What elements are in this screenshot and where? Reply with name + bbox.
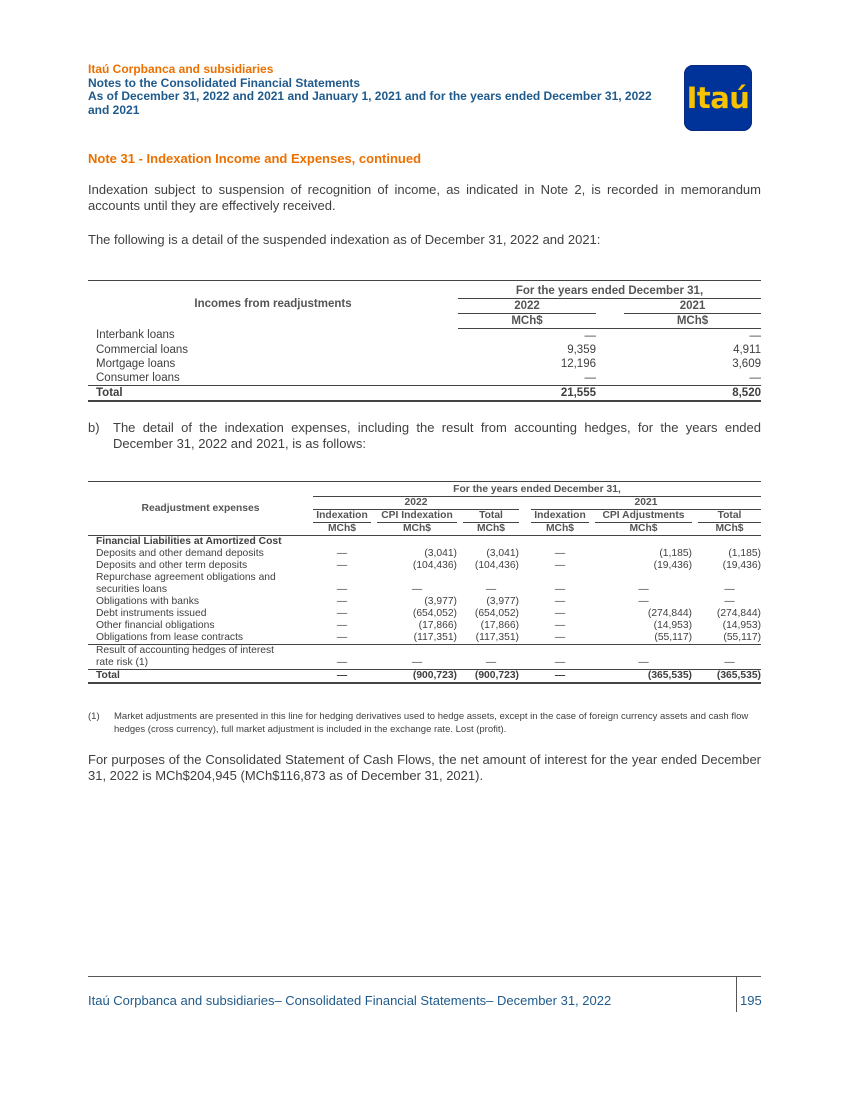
cell-value: (1,185) xyxy=(659,548,692,559)
cell-value: (104,436) xyxy=(412,560,457,571)
detail-paragraph: The following is a detail of the suspended indexation as of December 31, 2022 and 2021: xyxy=(88,232,601,247)
cell-value: — xyxy=(411,657,423,668)
cell-value: — xyxy=(638,584,649,595)
cashflow-paragraph: For purposes of the Consolidated Statement of Cash Flows, the net amount of interest for the year ended December 31, 2022 is MCh$204,945 (MCh$116,873 as of December 31, 2021). xyxy=(88,752,761,783)
section-b xyxy=(88,420,761,452)
row-label: Debt instruments issued xyxy=(96,608,207,619)
footnote-text: Market adjustments are presented in this line for hedging derivatives used to hedge assets, except in the case of foreign currency assets and cash flow hedges (cross currency), full market adjustment is included in the exchange rate. Lost (profit). xyxy=(114,711,749,735)
table1-unit-2022: MCh$ xyxy=(458,314,596,329)
footnote xyxy=(88,710,761,736)
footnote-marker: (1) xyxy=(88,711,100,722)
cell-value: (55,117) xyxy=(654,632,692,643)
table-row xyxy=(88,645,761,670)
cell-value: — xyxy=(554,596,566,607)
cell-value: (654,052) xyxy=(474,608,519,619)
cell-value: (17,866) xyxy=(480,620,519,631)
cell-value: (14,953) xyxy=(653,620,692,631)
cell-value: (117,351) xyxy=(413,632,457,643)
cell-value: — xyxy=(485,584,497,595)
cell-value: (104,436) xyxy=(474,560,519,571)
cell-value: (3,041) xyxy=(424,548,457,559)
table2-title: Readjustment expenses xyxy=(141,502,260,514)
table2-year-2021: 2021 xyxy=(531,497,761,510)
row-label: Repurchase agreement obligations and securities loans xyxy=(96,572,276,595)
cell-value: — xyxy=(336,632,348,643)
row-label: Obligations with banks xyxy=(96,596,200,607)
table1-period-header: For the years ended December 31, xyxy=(458,281,761,299)
table-row: Consumer loans — — xyxy=(96,371,761,384)
table1-year-2021: 2021 xyxy=(624,299,761,314)
cell-value: (900,723) xyxy=(412,670,457,681)
readjustment-expenses-table: Readjustment expenses For the years ended December 31, 2022 2021 Indexation CPI Indexation Total Indexation CPI Adjustments Total MCh$ MCh$ MCh$ MCh$ MCh$ MCh$ Financial Liabilities at Amortized Cost Deposits and other demand deposits — (3,041) (3,041) — (1,185) (1,185) Deposits and other term deposits — (104,436) (104,436) — (19,436) (19,436) Repurchase agreement obligations and securities loans — — — — — — Obligations with banks — (3,977) (3,977) — — — Debt instruments issued — (654,052) (654,052) — (274,844) (274,844) Other financial obligations — (17,866) (17,866) — (14,953) (14,953) Obligations from lease contracts — (117,351) (117,351) — (55,117) (55,117) Result of accounting hedges of interest rate risk (1) — — — — — — Total — (900,723) (900,723) — (365,535) (365,535) xyxy=(88,481,761,684)
table-total-row xyxy=(88,670,761,684)
row-label: Deposits and other demand deposits xyxy=(96,548,264,559)
cell-value: (3,977) xyxy=(424,596,457,607)
cell-value: — xyxy=(336,608,348,619)
cell-value: (365,535) xyxy=(716,670,761,681)
cell-value: — xyxy=(336,620,348,631)
section-b-marker: b) xyxy=(88,420,100,435)
cell-value: (654,052) xyxy=(412,608,457,619)
table2-section-heading: Financial Liabilities at Amortized Cost xyxy=(96,536,282,547)
note-title: Note 31 - Indexation Income and Expenses, continued xyxy=(88,151,422,166)
intro-paragraph: Indexation subject to suspension of recognition of income, as indicated in Note 2, is recorded in memorandum accounts until they are effectively received. xyxy=(88,182,761,213)
cell-value: — xyxy=(336,584,348,595)
table2-period-header: For the years ended December 31, xyxy=(313,482,761,497)
period-line-1: As of December 31, 2022 and 2021 and January 1, 2021 and for the years ended December 31, 2022 xyxy=(88,89,652,103)
page-number: 195 xyxy=(740,993,762,1008)
cell-value: — xyxy=(724,596,735,607)
cell-value: (17,866) xyxy=(418,620,457,631)
cell-value: (14,953) xyxy=(722,620,761,631)
table-row xyxy=(88,632,761,645)
cell-value: — xyxy=(336,670,348,681)
cell-value: — xyxy=(638,657,649,668)
row-label: Total xyxy=(96,670,120,681)
cell-value: (19,436) xyxy=(653,560,692,571)
cell-value: — xyxy=(554,657,566,668)
cell-value: — xyxy=(485,657,497,668)
section-b-text: The detail of the indexation expenses, including the result from accounting hedges, for the years ended December 31, 2022 and 2021, is as follows: xyxy=(113,420,761,451)
table-row xyxy=(88,620,761,632)
table-total-row: Total 21,555 8,520 xyxy=(88,386,761,402)
table1-year-2022: 2022 xyxy=(458,299,596,314)
table-row: Commercial loans 9,359 4,911 xyxy=(96,343,761,356)
cell-value: — xyxy=(554,560,566,571)
table-row: Interbank loans — — xyxy=(96,329,761,342)
period-line-2: and 2021 xyxy=(88,102,140,117)
cell-value: — xyxy=(724,584,735,595)
table-row xyxy=(88,608,761,620)
cell-value: (3,977) xyxy=(486,596,519,607)
row-label: Other financial obligations xyxy=(96,620,215,631)
document-header xyxy=(88,63,652,117)
cell-value: (274,844) xyxy=(647,608,692,619)
row-label: Result of accounting hedges of interest rate risk (1) xyxy=(96,645,275,668)
footer-divider xyxy=(88,976,761,977)
table-row xyxy=(88,560,761,572)
cell-value: — xyxy=(336,596,348,607)
footer-vertical-divider xyxy=(736,976,737,1012)
table1-unit-2021: MCh$ xyxy=(624,314,761,329)
table-row: Mortgage loans 12,196 3,609 xyxy=(96,357,761,370)
cell-value: — xyxy=(554,608,566,619)
company-name: Itaú Corpbanca and subsidiaries xyxy=(88,62,274,76)
cell-value: — xyxy=(336,560,348,571)
cell-value: — xyxy=(336,548,348,559)
footer-text: Itaú Corpbanca and subsidiaries– Consolidated Financial Statements– December 31, 2022 xyxy=(88,993,612,1008)
cell-value: — xyxy=(554,584,566,595)
row-label: Obligations from lease contracts xyxy=(96,632,244,643)
cell-value: (1,185) xyxy=(728,548,761,559)
logo-text: Itaú xyxy=(686,81,750,115)
row-label: Deposits and other term deposits xyxy=(96,560,248,571)
cell-value: (365,535) xyxy=(647,670,692,681)
document-subtitle: Notes to the Consolidated Financial Statements xyxy=(88,75,361,90)
cell-value: (900,723) xyxy=(474,670,519,681)
table-row xyxy=(88,572,761,596)
cell-value: (117,351) xyxy=(475,632,519,643)
cell-value: (19,436) xyxy=(722,560,761,571)
cell-value: — xyxy=(336,657,348,668)
cell-value: — xyxy=(554,620,566,631)
cell-value: — xyxy=(638,596,649,607)
itau-logo xyxy=(684,65,752,131)
cell-value: — xyxy=(554,548,566,559)
cell-value: — xyxy=(411,584,423,595)
cell-value: — xyxy=(724,657,735,668)
table-row xyxy=(88,548,761,560)
table-row xyxy=(88,596,761,608)
cell-value: (55,117) xyxy=(723,632,761,643)
table2-year-2022: 2022 xyxy=(313,497,519,510)
cell-value: — xyxy=(554,632,566,643)
cell-value: (3,041) xyxy=(486,548,519,559)
table1-title: Incomes from readjustments xyxy=(194,298,352,311)
cell-value: — xyxy=(554,670,566,681)
suspended-indexation-table xyxy=(88,280,761,402)
cell-value: (274,844) xyxy=(716,608,761,619)
